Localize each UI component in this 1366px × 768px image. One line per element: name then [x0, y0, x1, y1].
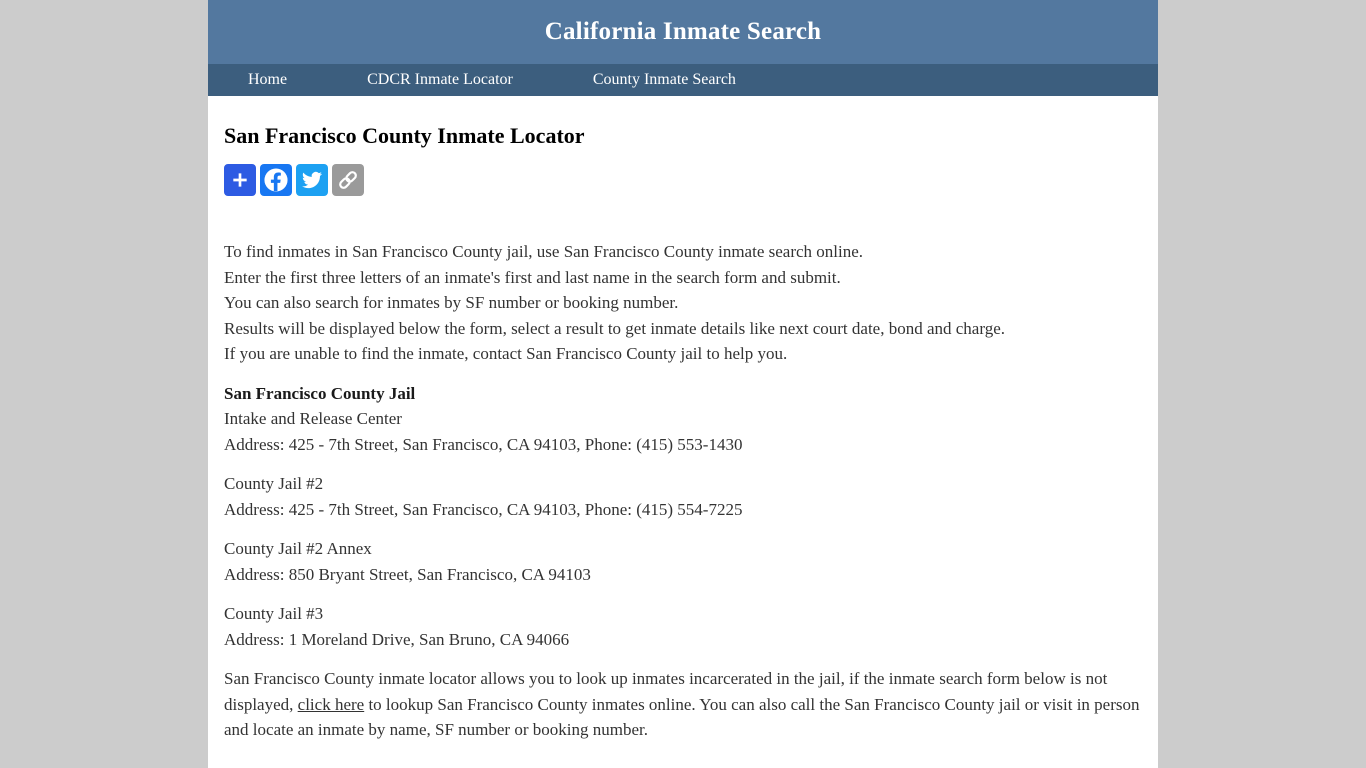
main-nav: [208, 64, 1158, 96]
link-chain-icon: [337, 169, 359, 191]
jail-title: County Jail #2 Annex: [224, 539, 372, 558]
click-here-link[interactable]: click here: [297, 694, 365, 714]
jail-title: County Jail #3: [224, 604, 324, 623]
facebook-share-button[interactable]: [260, 164, 292, 196]
site-title: California Inmate Search: [544, 18, 822, 45]
jail-entry: [224, 536, 1142, 587]
twitter-icon: [302, 170, 322, 190]
jail-title: County Jail #2: [224, 474, 324, 493]
intro-line: Enter the first three letters of an inmate's first and last name in the search form and submit.: [224, 267, 841, 287]
page-container: [208, 0, 1158, 768]
jail-line: Intake and Release Center: [224, 409, 402, 428]
intro-line: Results will be displayed below the form, select a result to get inmate details like next court date, bond and charge.: [224, 318, 1005, 338]
intro-line: If you are unable to find the inmate, contact San Francisco County jail to help you.: [224, 344, 788, 363]
outro-paragraph: [224, 666, 1142, 743]
copy-link-button[interactable]: [332, 164, 364, 196]
jail-title: San Francisco County Jail: [224, 383, 416, 403]
intro-paragraph: [224, 239, 1142, 367]
nav-item-home[interactable]: Home: [248, 71, 288, 88]
page-title: San Francisco County Inmate Locator: [224, 123, 585, 148]
share-button[interactable]: [224, 164, 256, 196]
jail-entry: [224, 601, 1142, 652]
jail-address: Address: 850 Bryant Street, San Francisco, CA 94103: [224, 564, 591, 584]
jail-address: Address: 425 - 7th Street, San Francisco, CA 94103, Phone: (415) 553-1430: [224, 434, 743, 454]
nav-item-cdcr-inmate-locator[interactable]: CDCR Inmate Locator: [367, 71, 513, 88]
share-plus-icon: [230, 170, 250, 190]
nav-item-county-inmate-search[interactable]: County Inmate Search: [592, 71, 736, 88]
intro-line: You can also search for inmates by SF number or booking number.: [224, 293, 679, 312]
intro-line: To find inmates in San Francisco County jail, use San Francisco County inmate search online.: [224, 242, 864, 261]
twitter-share-button[interactable]: [296, 164, 328, 196]
jail-address: Address: 1 Moreland Drive, San Bruno, CA 94066: [224, 629, 570, 649]
jail-entry: [224, 471, 1142, 522]
share-button-row: [224, 164, 1142, 196]
outro-text-before: San Francisco County inmate locator allows you to look up inmates incarcerated in the jail, if the inmate search form below is not displayed,: [224, 669, 1108, 714]
jail-address: Address: 425 - 7th Street, San Francisco, CA 94103, Phone: (415) 554-7225: [224, 499, 743, 519]
facebook-icon: [260, 164, 292, 196]
outro-text-after: to lookup San Francisco County inmates online. You can also call the San Francisco County jail or visit in person and locate an inmate by name, SF number or booking number.: [224, 694, 1140, 739]
site-header: [208, 0, 1158, 64]
content-area: [208, 123, 1158, 767]
jail-entry: [224, 381, 1142, 458]
